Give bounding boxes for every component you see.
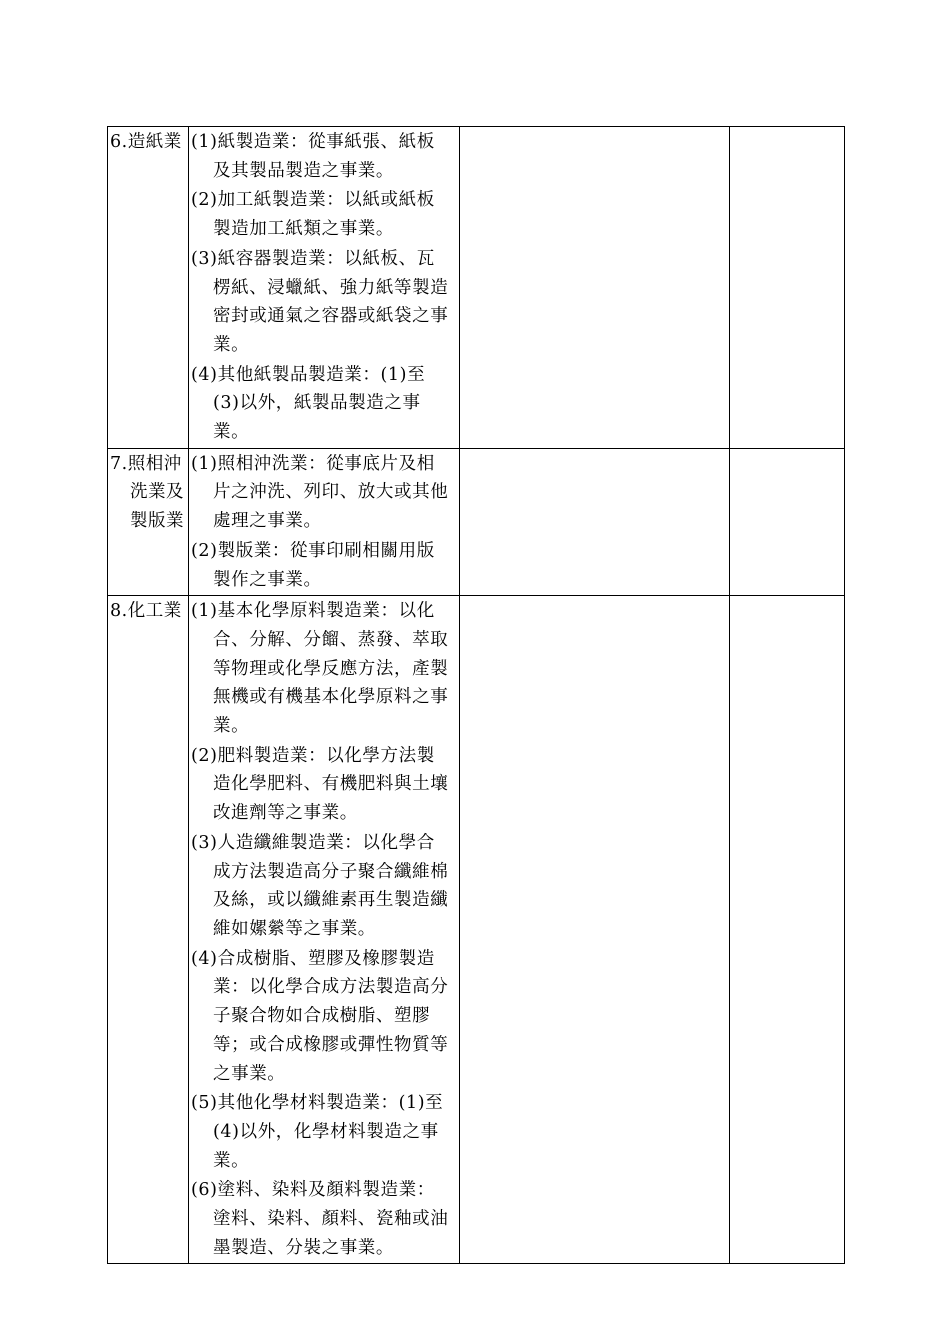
list-item: (3)人造纖維製造業：以化學合成方法製造高分子聚合纖維棉及絲，或以纖維素再生製造纖維如嫘縈等之事業。 xyxy=(191,832,449,939)
list-item: (2)加工紙製造業：以紙或紙板製造加工紙類之事業。 xyxy=(191,190,435,240)
empty-cell xyxy=(730,596,845,1264)
category-label: 6.造紙業 xyxy=(110,132,182,152)
list-item: (4)其他紙製品製造業：(1)至(3)以外，紙製品製造之事業。 xyxy=(191,364,426,443)
empty-cell xyxy=(730,448,845,596)
list-item: (4)合成樹脂、塑膠及橡膠製造業：以化學合成方法製造高分子聚合物如合成樹脂、塑膠等；或合成橡膠或彈性物質等之事業。 xyxy=(191,948,449,1084)
items-cell xyxy=(189,596,460,1264)
category-cell xyxy=(108,127,189,449)
table-row xyxy=(108,448,845,596)
items-cell xyxy=(189,127,460,449)
list-item: (1)照相沖洗業：從事底片及相片之沖洗、列印、放大或其他處理之事業。 xyxy=(191,453,449,532)
list-item: (6)塗料、染料及顏料製造業：塗料、染料、顏料、瓷釉或油墨製造、分裝之事業。 xyxy=(191,1180,449,1258)
table-row xyxy=(108,127,845,449)
industry-table xyxy=(107,126,845,1264)
list-item: (3)紙容器製造業：以紙板、瓦楞紙、浸蠟紙、強力紙等製造密封或通氣之容器或紙袋之事業。 xyxy=(191,248,449,355)
empty-cell xyxy=(460,127,730,449)
list-item: (1)基本化學原料製造業：以化合、分解、分餾、蒸發、萃取等物理或化學反應方法，產製無機或有機基本化學原料之事業。 xyxy=(191,601,449,737)
category-label: 8.化工業 xyxy=(110,601,182,622)
table-row xyxy=(108,596,845,1264)
list-item: (2)製版業：從事印刷相關用版製作之事業。 xyxy=(191,540,435,590)
empty-cell xyxy=(460,448,730,596)
category-label: 7.照相沖洗業及製版業 xyxy=(110,453,184,532)
empty-cell xyxy=(460,596,730,1264)
items-cell xyxy=(189,448,460,596)
list-item: (1)紙製造業：從事紙張、紙板及其製品製造之事業。 xyxy=(191,132,435,181)
list-item: (2)肥料製造業：以化學方法製造化學肥料、有機肥料與土壤改進劑等之事業。 xyxy=(191,745,449,824)
category-cell xyxy=(108,596,189,1264)
category-cell xyxy=(108,448,189,596)
empty-cell xyxy=(730,127,845,449)
list-item: (5)其他化學材料製造業：(1)至(4)以外，化學材料製造之事業。 xyxy=(191,1093,444,1171)
